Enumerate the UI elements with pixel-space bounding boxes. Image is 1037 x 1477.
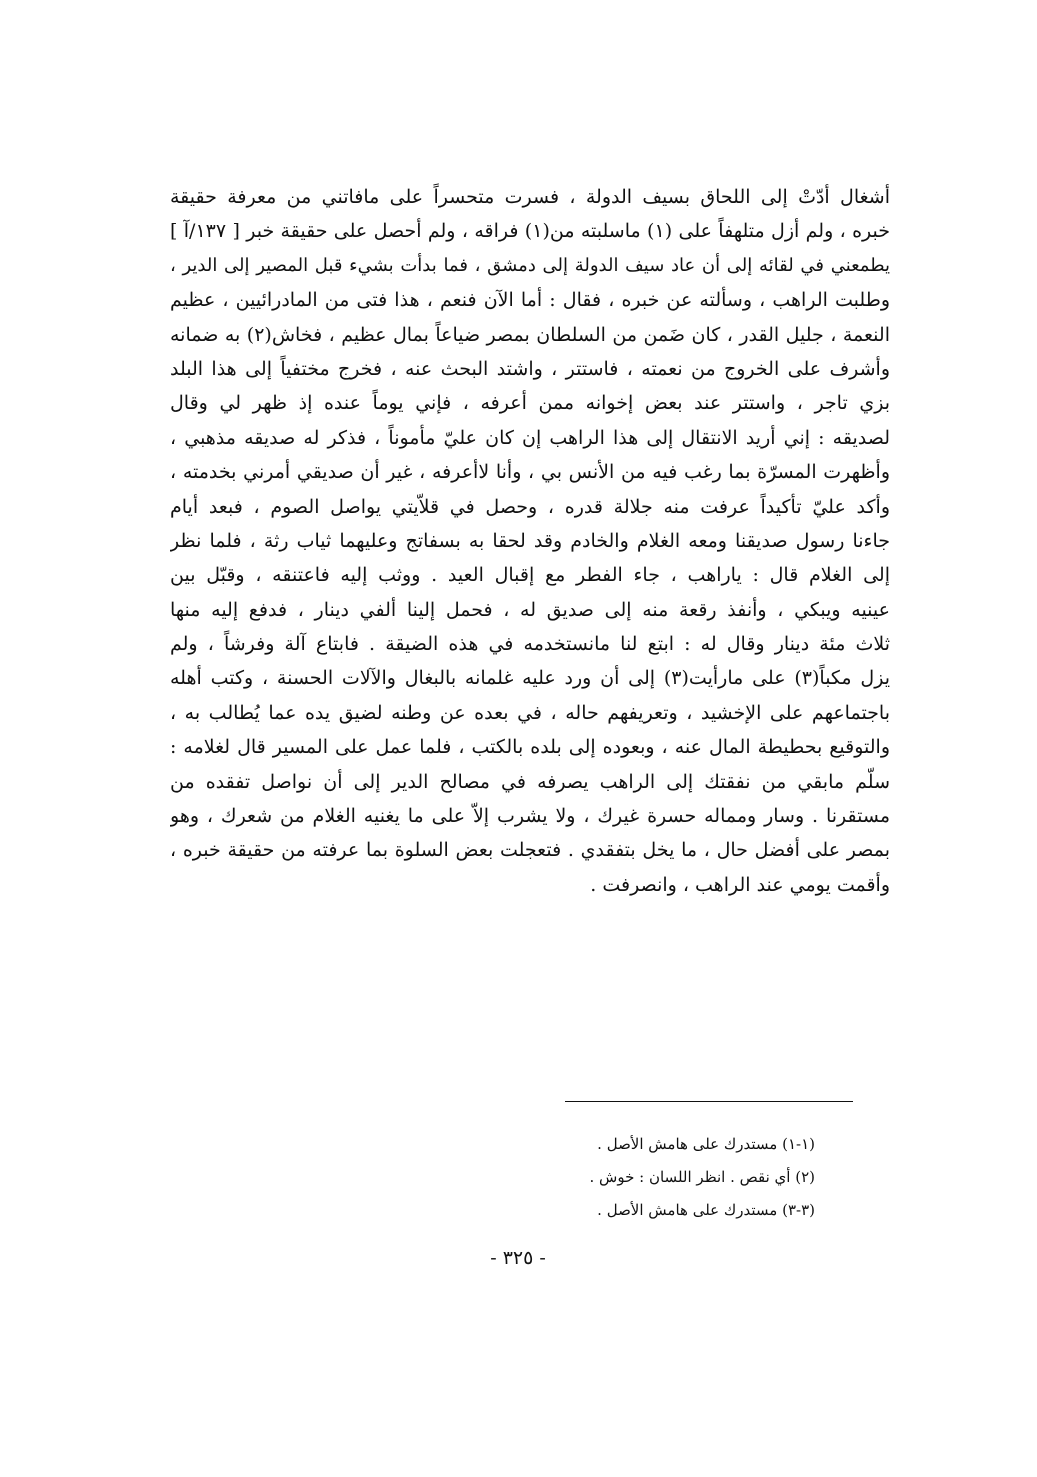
text-line: وطلبت الراهب ، وسألته عن خبره ، فقال : أما الآن فنعم ، هذا فتى من المادرائيين ، عظيم	[170, 289, 890, 312]
text-line: سلّم مابقي من نفقتك إلى الراهب يصرفه في مصالح الدير إلى أن نواصل تفقده من	[170, 770, 890, 793]
footnote: (٢) أي نقص . انظر اللسان : خوش .	[589, 1168, 815, 1186]
text-line: وأكد عليّ تأكيداً عرفت منه جلالة قدره ، وحصل في قلاّيتي يواصل الصوم ، فبعد أيام	[170, 495, 890, 518]
footnote: (٣-٣) مستدرك على هامش الأصل .	[597, 1201, 815, 1219]
text-line: باجتماعهم على الإخشيد ، وتعريفهم حاله ، في بعده عن وطنه لضيق يده عما يُطالب به ،	[170, 701, 890, 724]
text-line: خبره ، ولم أزل متلهفاً على (١) ماسلبته من(١) فراقه ، ولم أحصل على حقيقة خبر [ ١٣٧/آ ]	[170, 220, 890, 243]
footnotes	[470, 1128, 815, 1227]
text-line: جاءنا رسول صديقنا ومعه الغلام والخادم وقد لحقا به بسفاتج وعليهما ثياب رثة ، فلما نظر	[170, 529, 890, 552]
text-line: يطمعني في لقائه إلى أن عاد سيف الدولة إلى دمشق ، فما بدأت بشيء قبل المصير إلى الدير ،	[170, 254, 890, 276]
text-line: إلى الغلام قال : ياراهب ، جاء الفطر مع إقبال العيد . ووثب إليه فاعتنقه ، وقبّل بين	[170, 564, 890, 587]
footnote-divider	[565, 1101, 853, 1102]
text-line: والتوقيع بحطيطة المال عنه ، وبعوده إلى بلده بالكتب ، فلما عمل على المسير قال لغلامه :	[170, 736, 890, 759]
text-line: أشغال أدّتْ إلى اللحاق بسيف الدولة ، فسرت متحسراً على مافاتني من معرفة حقيقة	[170, 186, 890, 208]
text-line: بمصر على أفضل حال ، ما يخل بتفقدي . فتعجلت بعض السلوة بما عرفته من حقيقة خبره ،	[170, 839, 890, 862]
text-line: مستقرنا . وسار ومماله حسرة غيرك ، ولا يشرب إلاّ على ما يغنيه الغلام من شعرك ، وهو	[170, 805, 890, 828]
text-line: عينيه ويبكي ، وأنفذ رقعة منه إلى صديق له ، فحمل إلينا ألفي دينار ، فدفع إليه منها	[170, 598, 890, 621]
text-line-last: وأقمت يومي عند الراهب ، وانصرفت .	[590, 873, 890, 896]
text-line: بزي تاجر ، واستتر عند بعض إخوانه ممن أعرفه ، فإني يوماً عنده إذ ظهر لي وقال	[170, 392, 890, 415]
text-line: ثلاث مئة دينار وقال له : ابتع لنا مانستخدمه في هذه الضيقة . فابتاع آلة وفرشاً ، ولم	[170, 633, 890, 656]
text-line: وأظهرت المسرّة بما رغب فيه من الأنس بي ، وأنا لاأعرفه ، غير أن صديقي أمرني بخدمته ،	[170, 461, 890, 484]
page-number: - ٣٢٥ -	[490, 1247, 546, 1269]
text-line: لصديقه : إني أريد الانتقال إلى هذا الراهب إن كان عليّ مأموناً ، فذكر له صديقه مذهبي ،	[170, 426, 890, 449]
text-line: النعمة ، جليل القدر ، كان ضَمن من السلطان بمصر ضياعاً بمال عظيم ، فخاش(٢) به ضمانه	[170, 323, 890, 346]
text-line: وأشرف على الخروج من نعمته ، فاستتر ، واشتد البحث عنه ، فخرج مختفياً إلى هذا البلد	[170, 357, 890, 380]
text-line: يزل مكباً(٣) على مارأيت(٣) إلى أن ورد عليه غلمانه بالبغال والآلات الحسنة ، وكتب أهله	[170, 667, 890, 690]
main-text	[170, 180, 890, 902]
footnote: (١-١) مستدرك على هامش الأصل .	[597, 1135, 815, 1153]
